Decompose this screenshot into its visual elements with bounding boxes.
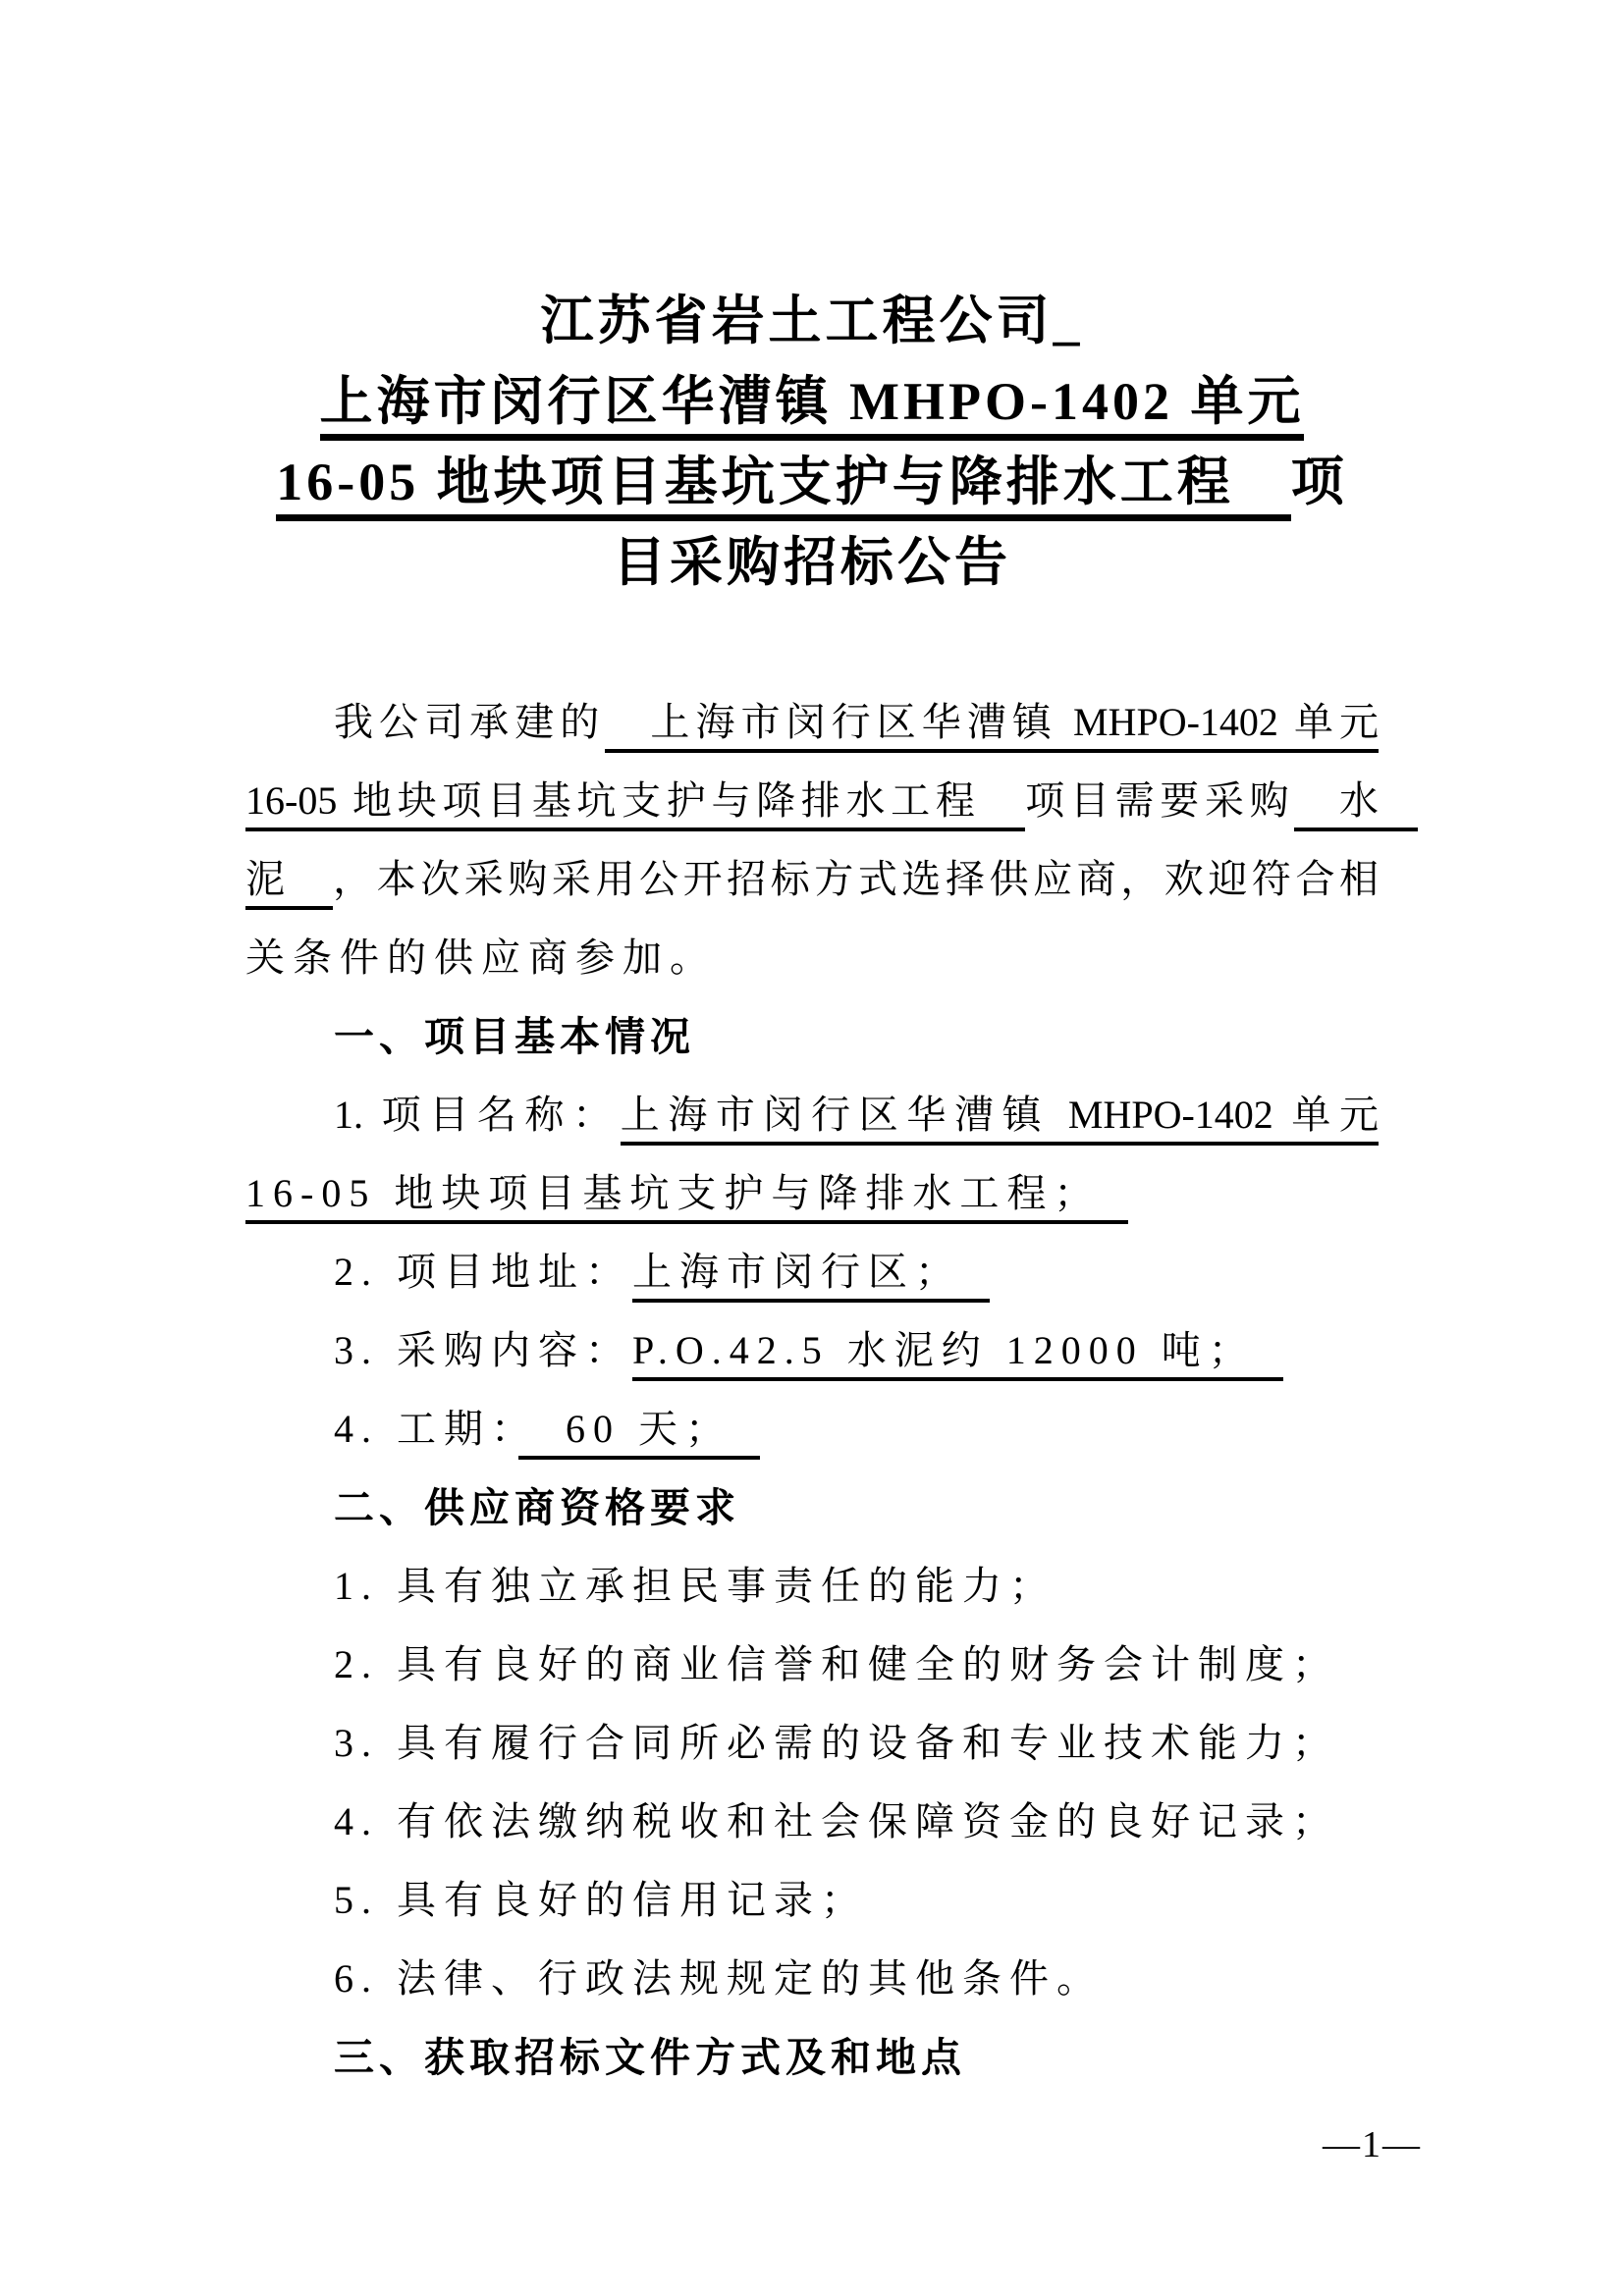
underlined-text: 60 天； [518, 1407, 760, 1460]
underlined-text: 16-05 地块项目基坑支护与降排水工程 [245, 778, 1025, 831]
underlined-text: 上海市闵行区华漕镇 MHPO-1402 单元 [605, 700, 1379, 753]
underlined-text: 16-05 地块项目基坑支护与降排水工程； [245, 1171, 1128, 1224]
s2-item-1 [245, 1547, 1379, 1626]
s2-item-3 [245, 1704, 1379, 1783]
heading-text: 三、获取招标文件方式及和地点 [334, 2035, 966, 2080]
heading-text: 二、供应商资格要求 [334, 1485, 740, 1530]
intro-line-1 [245, 683, 1379, 762]
s2-item-5 [245, 1861, 1379, 1940]
document-title [245, 281, 1379, 603]
list-item: 3. 具有履行合同所必需的设备和专业技术能力； [334, 1721, 1339, 1765]
item-label: 2. 项目地址： [334, 1250, 632, 1294]
s1-item-4 [245, 1390, 1379, 1468]
title-line-4 [245, 522, 1379, 603]
underlined-text: P.O.42.5 水泥约 12000 吨； [632, 1328, 1283, 1381]
title-text: 江苏省岩土工程公司_ [540, 292, 1084, 350]
s2-item-6 [245, 1940, 1379, 2018]
section-heading-1 [245, 997, 1379, 1076]
underlined-text: 上海市闵行区； [632, 1250, 990, 1303]
s2-item-2 [245, 1626, 1379, 1704]
title-underlined-text: 上海市闵行区华漕镇 MHPO-1402 单元 [320, 372, 1305, 441]
text-run: 我公司承建的 [334, 700, 606, 744]
title-text: 目采购招标公告 [613, 533, 1011, 592]
s2-item-4 [245, 1783, 1379, 1861]
list-item: 4. 有依法缴纳税收和社会保障资金的良好记录； [334, 1799, 1339, 1843]
intro-line-3 [245, 840, 1379, 919]
title-line-3 [245, 442, 1379, 522]
s1-item-1 [245, 1076, 1379, 1154]
intro-line-4 [245, 919, 1379, 997]
section-heading-2 [245, 1468, 1379, 1547]
item-label: 3. 采购内容： [334, 1328, 632, 1372]
item-label: 4. 工期： [334, 1407, 518, 1451]
text-run: 关条件的供应商参加。 [245, 935, 717, 980]
title-line-1 [245, 281, 1379, 361]
s1-item-2 [245, 1233, 1379, 1311]
document-body [245, 683, 1418, 2097]
heading-text: 一、项目基本情况 [334, 1014, 695, 1059]
intro-line-2 [245, 762, 1418, 840]
text-run: 项目需要采购 [1025, 778, 1295, 823]
text-run: ，本次采购采用公开招标方式选择供应商，欢迎符合相 [333, 857, 1380, 901]
title-text: 项 [1290, 453, 1348, 511]
list-item: 1. 具有独立承担民事责任的能力； [334, 1564, 1056, 1608]
s1-item-3 [245, 1311, 1379, 1390]
title-underlined-text: 16-05 地块项目基坑支护与降排水工程 [276, 453, 1290, 521]
list-item: 6. 法律、行政法规规定的其他条件。 [334, 1956, 1104, 2001]
page-number: —1— [1323, 2124, 1422, 2165]
document-content [245, 0, 1418, 2097]
title-line-2 [245, 361, 1379, 442]
s1-item-1-continued [245, 1154, 1379, 1233]
list-item: 2. 具有良好的商业信誉和健全的财务会计制度； [334, 1642, 1339, 1686]
list-item: 5. 具有良好的信用记录； [334, 1878, 868, 1922]
item-label: 1. 项目名称： [334, 1093, 621, 1137]
underlined-text: 泥 [245, 857, 333, 910]
section-heading-3 [245, 2018, 1379, 2097]
underlined-text: 上海市闵行区华漕镇 MHPO-1402 单元 [621, 1093, 1379, 1146]
underlined-text: 水 [1294, 778, 1418, 831]
